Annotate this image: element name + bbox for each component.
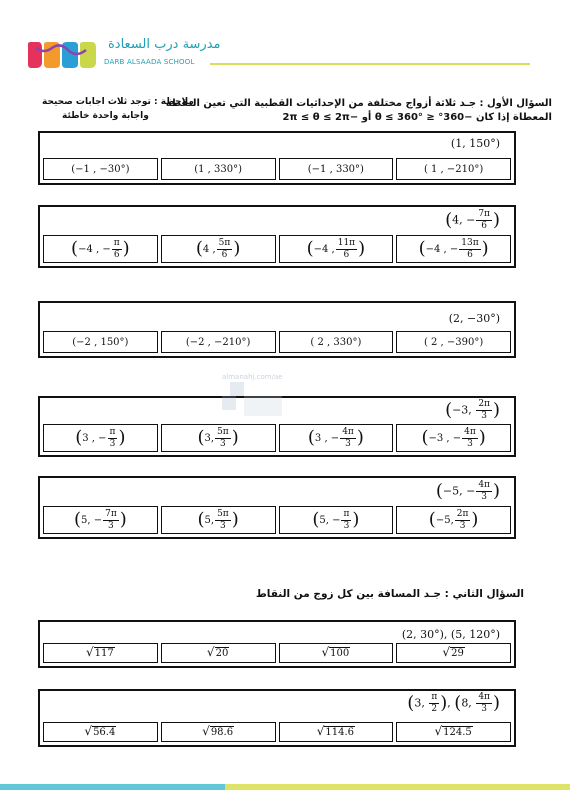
question-2-title: السؤال الثاني : جـد المسافة بين كل زوج من النقاط (255, 588, 524, 600)
choice-option[interactable]: ( 1 , −210°) (396, 158, 511, 180)
problem-box-7 (38, 689, 516, 747)
footer-bar-yellow (225, 784, 570, 790)
choice-option[interactable]: ( 5, $\frac{5\pi}{3}$ ) (161, 506, 276, 534)
problem-box-1 (38, 131, 516, 185)
choice-option[interactable]: ( −4 , $\frac{11\pi}{6}$ ) (279, 235, 394, 263)
choice-option[interactable]: √ 100 (279, 643, 394, 663)
problem-6-given: (2, 30°), (5, 120°) (401, 628, 500, 641)
choice-option[interactable]: ( 3 , − $\frac{4\pi}{3}$ ) (279, 424, 394, 452)
choice-option[interactable]: (−2 , −210°) (161, 331, 276, 353)
choice-option[interactable]: √ 20 (161, 643, 276, 663)
watermark-logo (222, 382, 282, 420)
choice-option[interactable]: ( 4 , $\frac{5\pi}{6}$ ) (161, 235, 276, 263)
header-divider (210, 63, 530, 65)
note-line-1: ملاحظة : توجد ثلاث اجابات صحيحة (42, 97, 194, 107)
school-name-english: DARB ALSAADA SCHOOL (104, 58, 195, 66)
choice-option[interactable]: (−1 , 330°) (279, 158, 394, 180)
problem-4-given: (−3, $\frac{2\pi}{3}$ ) (445, 399, 500, 421)
choice-option[interactable]: ( −5, $\frac{2\pi}{3}$ ) (396, 506, 511, 534)
problem-3-given: (2, −30°) (448, 312, 500, 325)
choice-option[interactable]: √ 117 (43, 643, 158, 663)
choice-option[interactable]: ( −4 , − $\frac{13\pi}{6}$ ) (396, 235, 511, 263)
choice-option[interactable]: ( 5, − $\frac{7\pi}{3}$ ) (43, 506, 158, 534)
choice-option[interactable]: ( 3 , − $\frac{\pi}{3}$ ) (43, 424, 158, 452)
watermark-text: almanahj.com/ae (222, 373, 283, 381)
problem-3-choices (43, 331, 511, 353)
choice-option[interactable]: ( 2 , 330°) (279, 331, 394, 353)
choice-option[interactable]: √ 98.6 (161, 722, 276, 742)
choice-option[interactable]: (−2 , 150°) (43, 331, 158, 353)
choice-option[interactable]: √ 114.6 (279, 722, 394, 742)
note-line-2: واجابة واحدة خاطئة (62, 111, 149, 121)
problem-2-choices (43, 235, 511, 263)
footer-bar-blue (0, 784, 225, 790)
choice-option[interactable]: (−1 , −30°) (43, 158, 158, 180)
problem-6-choices (43, 643, 511, 663)
problem-7-given: (3, $\frac{\pi}{2}$ ), (8, $\frac{4\pi}{3}$ ) (407, 692, 500, 714)
problem-box-6 (38, 620, 516, 668)
choice-option[interactable]: (1 , 330°) (161, 158, 276, 180)
problem-box-2 (38, 205, 516, 268)
problem-5-choices (43, 506, 511, 534)
problem-4-choices (43, 424, 511, 452)
problem-2-given: (4, − $\frac{7\pi}{6}$ ) (445, 209, 500, 231)
choice-option[interactable]: ( 3, $\frac{5\pi}{3}$ ) (161, 424, 276, 452)
problem-box-3 (38, 301, 516, 358)
choice-option[interactable]: ( 5, − $\frac{\pi}{3}$ ) (279, 506, 394, 534)
choice-option[interactable]: √ 124.5 (396, 722, 511, 742)
problem-5-given: (−5, − $\frac{4\pi}{3}$ ) (435, 480, 500, 502)
problem-1-given: (1, 150°) (450, 137, 500, 150)
problem-1-choices (43, 158, 511, 180)
school-logo (26, 40, 98, 70)
choice-option[interactable]: ( −3 , − $\frac{4\pi}{3}$ ) (396, 424, 511, 452)
question-1-condition: المعطاة إذا كان −360° ≤ θ ≤ 360° أو −2π ≤ θ ≤ 2π (282, 112, 552, 123)
problem-box-5 (38, 476, 516, 539)
question-1-title: السؤال الأول : جـد ثلاثة أزواج مختلفة من الإحداثيات القطبية التي تعين النقطة (165, 98, 552, 109)
choice-option[interactable]: ( 2 , −390°) (396, 331, 511, 353)
problem-7-choices (43, 722, 511, 742)
choice-option[interactable]: ( −4 , − $\frac{\pi}{6}$ ) (43, 235, 158, 263)
school-name-arabic: مدرسة درب السعادة (108, 37, 221, 52)
choice-option[interactable]: √ 29 (396, 643, 511, 663)
choice-option[interactable]: √ 56.4 (43, 722, 158, 742)
